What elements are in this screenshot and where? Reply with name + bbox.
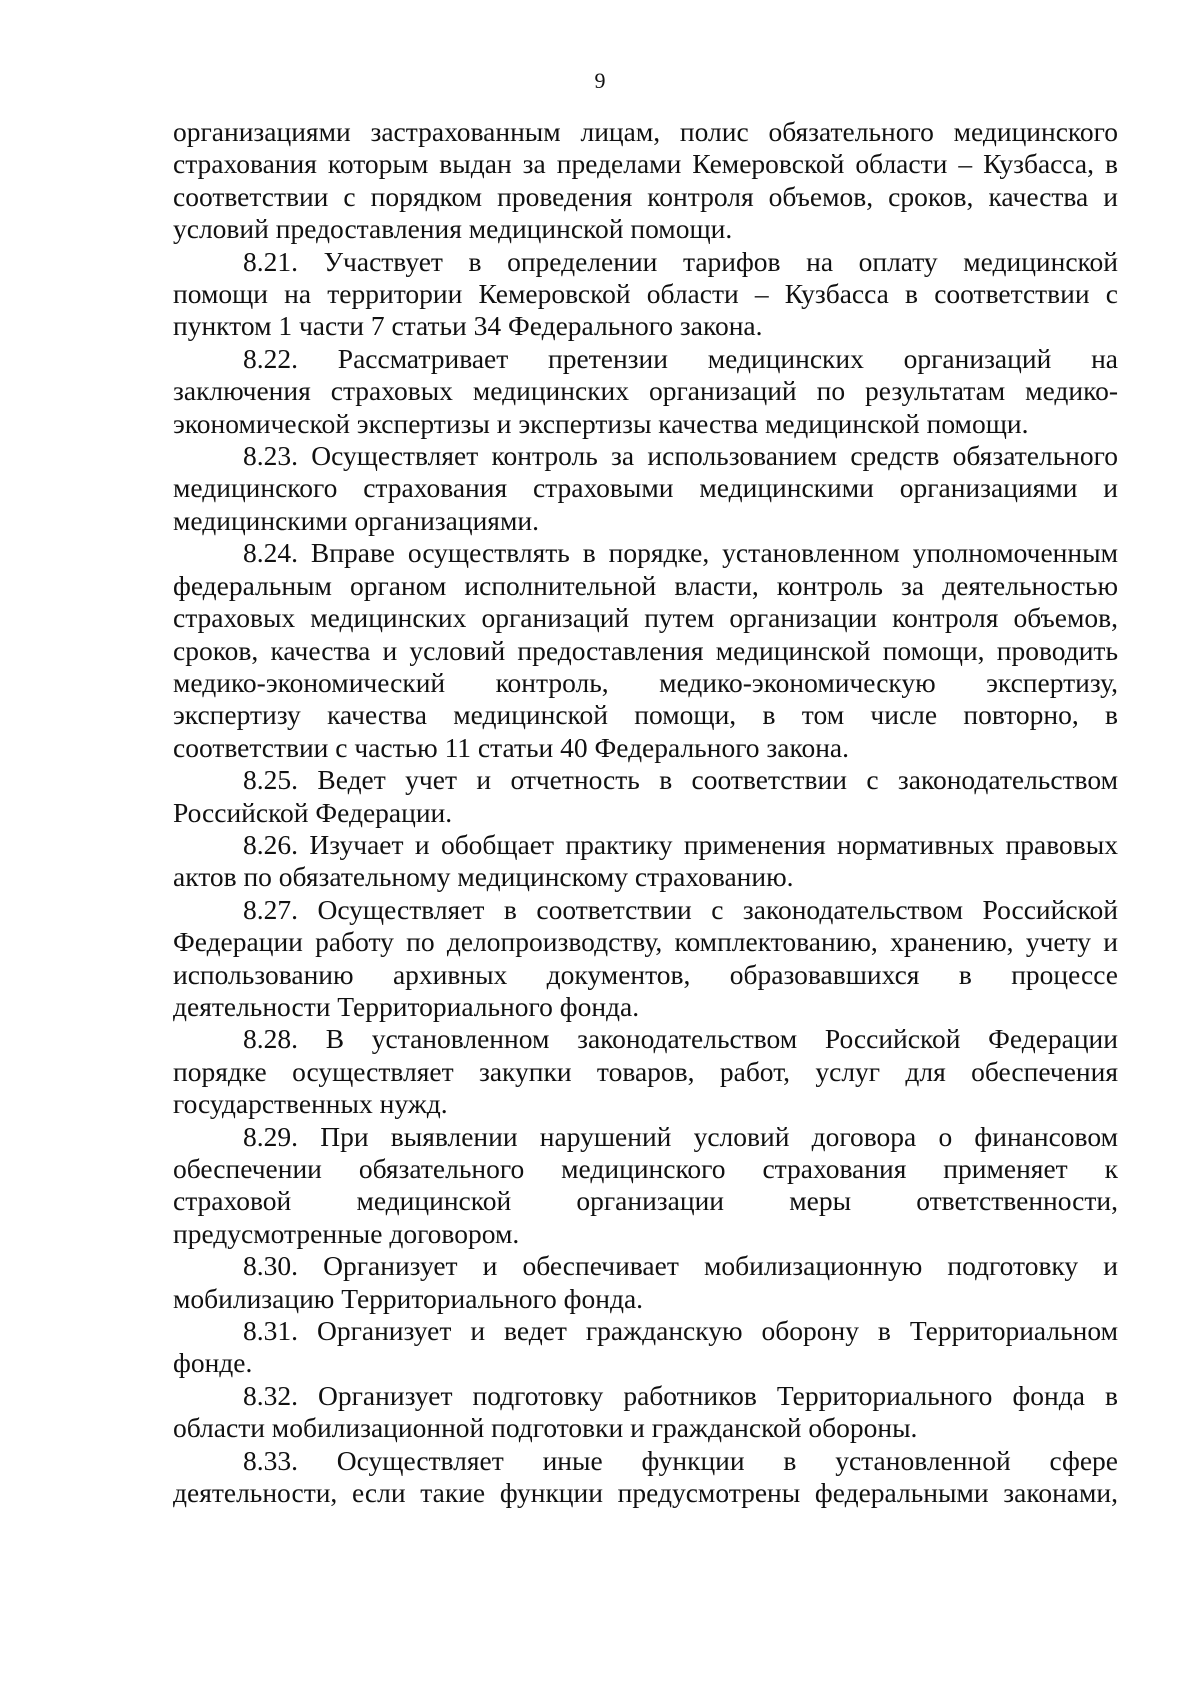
text-line: экономической экспертизы и экспертизы качества медицинской помощи. [173,407,1029,439]
text-line: 8.26. Изучает и обобщает практику применения нормативных правовых [243,828,1118,860]
text-line: 8.22. Рассматривает претензии медицинских организаций на [243,342,1118,374]
text-line: Российской Федерации. [173,796,453,828]
text-line: условий предоставления медицинской помощи. [173,213,733,245]
text-line: помощи на территории Кемеровской области – Кузбасса в соответствии с [173,278,1118,310]
text-line: 8.21. Участвует в определении тарифов на оплату медицинской [243,245,1118,277]
text-line: использованию архивных документов, образовавшихся в процессе [173,958,1118,990]
paragraph-8-21 [173,246,1118,343]
text-line: фонде. [173,1347,253,1379]
text-line: 8.27. Осуществляет в соответствии с законодательством Российской [243,893,1118,925]
text-line: порядке осуществляет закупки товаров, работ, услуг для обеспечения [173,1055,1118,1087]
text-line: деятельности Территориального фонда. [173,990,640,1022]
text-line: Федерации работу по делопроизводству, комплектованию, хранению, учету и [173,926,1118,958]
text-line: 8.28. В установленном законодательством Российской Федерации [243,1023,1118,1055]
text-line: предусмотренные договором. [173,1217,520,1249]
text-line: актов по обязательному медицинскому страхованию. [173,861,794,893]
text-line: пунктом 1 части 7 статьи 34 Федерального закона. [173,310,763,342]
text-line: медицинскими организациями. [173,504,539,536]
text-line: медицинского страхования страховыми медицинскими организациями и [173,472,1118,504]
text-line: обеспечении обязательного медицинского страхования применяет к [173,1153,1118,1184]
paragraph-8-28 [173,1023,1118,1120]
text-line: федеральным органом исполнительной власти, контроль за деятельностью [173,569,1118,601]
text-line: деятельности, если такие функции предусмотрены федеральными законами, [173,1477,1118,1509]
paragraph-8-25 [173,764,1118,829]
text-line: страховых медицинских организаций путем организации контроля объемов, [173,602,1118,634]
text-line: страхования которым выдан за пределами Кемеровской области – Кузбасса, в [173,148,1118,180]
paragraph-8-33 [173,1445,1118,1510]
paragraph-8-26 [173,829,1118,894]
text-line: мобилизацию Территориального фонда. [173,1282,644,1314]
paragraph-8-31 [173,1315,1118,1380]
text-line: области мобилизационной подготовки и гражданской обороны. [173,1412,918,1444]
text-line: 8.24. Вправе осуществлять в порядке, установленном уполномоченным [243,537,1118,569]
text-line: заключения страховых медицинских организаций по результатам медико- [173,375,1118,407]
text-line: организациями застрахованным лицам, полис обязательного медицинского [173,116,1118,147]
paragraph-cont [173,116,1118,246]
text-line: государственных нужд. [173,1088,448,1120]
paragraph-8-27 [173,894,1118,1024]
text-line: экспертизу качества медицинской помощи, в том числе повторно, в [173,699,1118,731]
text-line: соответствии с порядком проведения контроля объемов, сроков, качества и [173,180,1118,212]
paragraph-8-29 [173,1121,1118,1251]
paragraph-8-22 [173,343,1118,440]
text-line: 8.32. Организует подготовку работников Территориального фонда в [243,1379,1118,1411]
text-line: медико-экономический контроль, медико-экономическую экспертизу, [173,666,1118,698]
paragraph-8-23 [173,440,1118,537]
text-line: 8.29. При выявлении нарушений условий договора о финансовом [243,1120,1118,1152]
paragraph-8-30 [173,1250,1118,1315]
text-line: 8.33. Осуществляет иные функции в установленной сфере [243,1444,1118,1476]
paragraph-8-32 [173,1380,1118,1445]
text-line: 8.23. Осуществляет контроль за использованием средств обязательного [243,440,1118,472]
text-line: 8.25. Ведет учет и отчетность в соответствии с законодательством [243,764,1118,796]
page-number: 9 [594,68,606,93]
text-line: страховой медицинской организации меры ответственности, [173,1185,1118,1217]
text-line: 8.30. Организует и обеспечивает мобилизационную подготовку и [243,1250,1118,1282]
text-line: сроков, качества и условий предоставления медицинской помощи, проводить [173,634,1118,666]
paragraph-8-24 [173,537,1118,764]
document-body [173,116,1118,1509]
text-line: 8.31. Организует и ведет гражданскую оборону в Территориальном [243,1315,1118,1347]
text-line: соответствии с частью 11 статьи 40 Федерального закона. [173,731,849,763]
